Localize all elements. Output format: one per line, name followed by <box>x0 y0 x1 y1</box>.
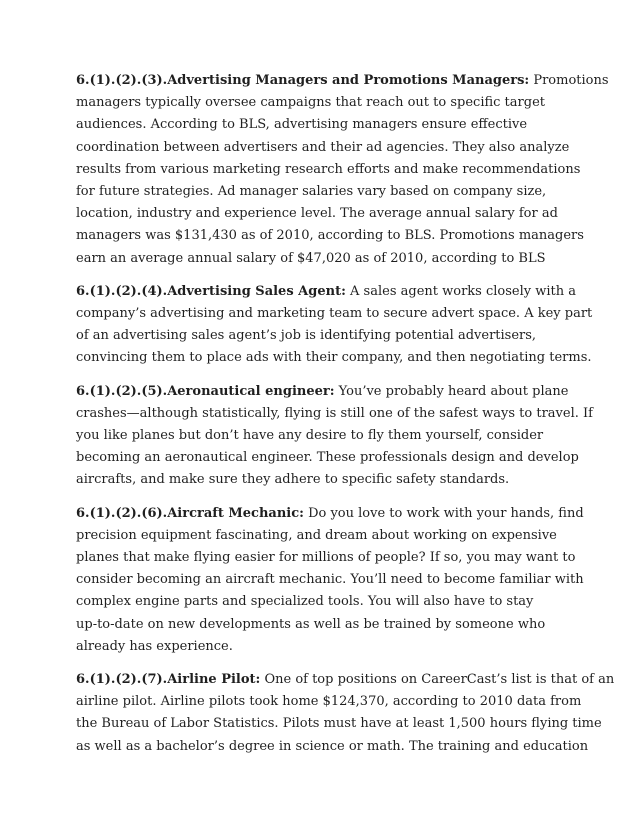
body-line: coordination between advertisers and their ad agencies. They also analyze <box>76 139 570 155</box>
body-line: audiences. According to BLS, advertising managers ensure effective <box>76 117 528 133</box>
body-line: airline pilot. Airline pilots took home $124,370, according to 2010 data from <box>76 694 582 710</box>
body-line: managers typically oversee campaigns that reach out to specific target <box>76 95 545 111</box>
body-line: aircrafts, and make sure they adhere to specific safety standards. <box>76 472 510 488</box>
section-heading: 6.(1).(2).(3).Advertising Managers and Promotions Managers: <box>76 73 530 88</box>
body-line: becoming an aeronautical engineer. These professionals design and develop <box>76 450 579 466</box>
body-line: complex engine parts and specialized tools. You will also have to stay <box>76 594 534 610</box>
body-text: Promotions <box>529 73 609 88</box>
body-text: You’ve probably heard about plane <box>334 383 569 399</box>
paragraph-airline-pilot <box>76 669 615 758</box>
body-line: already has experience. <box>76 638 233 654</box>
body-line: the Bureau of Labor Statistics. Pilots must have at least 1,500 hours flying time <box>76 716 602 732</box>
body-line: managers was $131,430 as of 2010, according to BLS. Promotions managers <box>76 228 584 244</box>
body-line: of an advertising sales agent’s job is identifying potential advertisers, <box>76 328 537 344</box>
body-line: location, industry and experience level. The average annual salary for ad <box>76 206 558 222</box>
body-line: precision equipment fascinating, and dream about working on expensive <box>76 527 557 543</box>
paragraph-first-line <box>76 70 609 92</box>
body-text: A sales agent works closely with a <box>345 283 576 299</box>
body-line: convincing them to place ads with their company, and then negotiating terms. <box>76 350 592 366</box>
section-heading: 6.(1).(2).(6).Aircraft Mechanic: <box>76 505 304 521</box>
document-page <box>76 70 615 769</box>
section-heading: 6.(1).(2).(7).Airline Pilot: <box>76 672 261 688</box>
body-line: results from various marketing research efforts and make recommendations <box>76 161 581 177</box>
paragraph-first-line <box>76 669 615 691</box>
paragraph-advertising-managers <box>76 70 609 270</box>
body-text: One of top positions on CareerCast’s list is that of an <box>260 672 615 688</box>
body-line: company’s advertising and marketing team to secure advert space. A key part <box>76 306 593 322</box>
body-line: up-to-date on new developments as well as be trained by someone who <box>76 616 546 632</box>
body-line: as well as a bachelor’s degree in science or math. The training and education <box>76 738 589 754</box>
body-line: for future strategies. Ad manager salaries vary based on company size, <box>76 184 547 200</box>
body-line: crashes—although statistically, flying is still one of the safest ways to travel. If <box>76 405 593 421</box>
section-heading: 6.(1).(2).(5).Aeronautical engineer: <box>76 383 335 399</box>
body-line: earn an average annual salary of $47,020 as of 2010, according to BLS <box>76 250 546 266</box>
body-text: Do you love to work with your hands, find <box>303 505 584 521</box>
paragraph-first-line <box>76 503 584 525</box>
body-line: consider becoming an aircraft mechanic. You’ll need to become familiar with <box>76 572 584 588</box>
paragraph-aircraft-mechanic <box>76 503 584 658</box>
body-line: you like planes but don’t have any desire to fly them yourself, consider <box>76 428 544 444</box>
paragraph-first-line <box>76 381 569 403</box>
paragraph-first-line <box>76 281 576 303</box>
section-heading: 6.(1).(2).(4).Advertising Sales Agent: <box>76 283 346 299</box>
paragraph-advertising-sales-agent <box>76 281 593 370</box>
body-line: planes that make flying easier for millions of people? If so, you may want to <box>76 550 576 566</box>
paragraph-aeronautical-engineer <box>76 381 593 492</box>
